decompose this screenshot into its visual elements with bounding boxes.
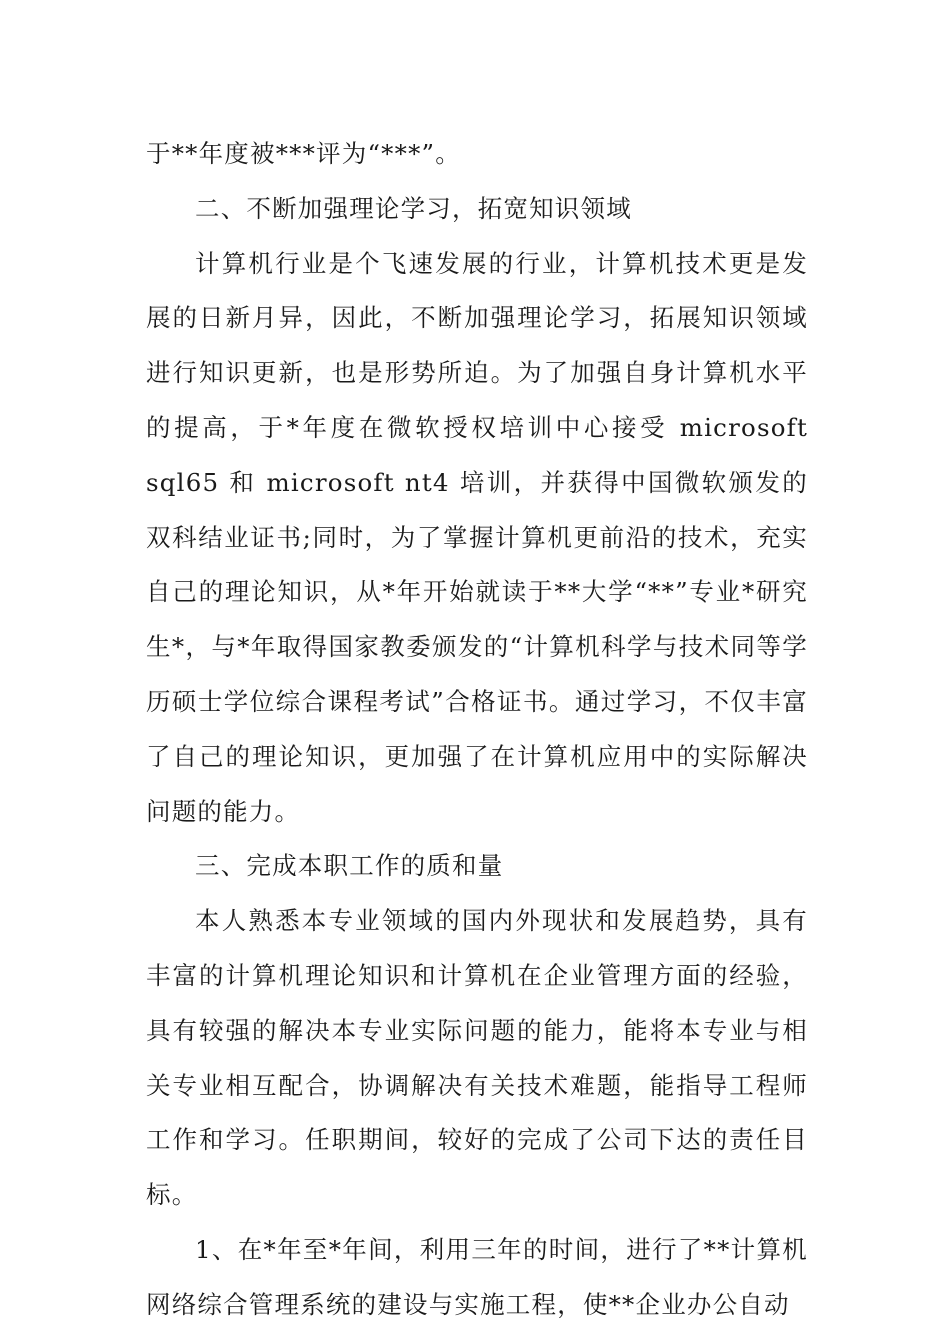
paragraph-continuation: 于**年度被***评为“***”。 (146, 139, 461, 168)
document-body (146, 127, 808, 1333)
paragraph-item-1: 1、在*年至*年间，利用三年的时间，进行了**计算机网络综合管理系统的建设与实施工程，使**企业办公自动 (146, 1234, 808, 1319)
section-heading-3: 三、完成本职工作的质和量 (195, 851, 504, 881)
paragraph-job-quality: 本人熟悉本专业领域的国内外现状和发展趋势，具有丰富的计算机理论知识和计算机在企业管理方面的经验，具有较强的解决本专业实际问题的能力，能将本专业与相关专业相互配合，协调解决有关技术难题，能指导工程师工作和学习。任职期间，较好的完成了公司下达的责任目标。 (146, 906, 808, 1210)
section-heading-2: 二、不断加强理论学习，拓宽知识领域 (195, 193, 632, 223)
paragraph-theory-study: 计算机行业是个飞速发展的行业，计算机技术更是发展的日新月异，因此，不断加强理论学习，拓展知识领域进行知识更新，也是形势所迫。为了加强自身计算机水平的提高，于*年度在微软授权培训中心接受 microsoft sql65 和 microsoft nt4 培训，并获得中国微软颁发的双科结业证书;同时，为了掌握计算机更前沿的技术，充实自己的理论知识，从*年开始就读于**大学“**”专业*研究生*，与*年取得国家教委颁发的“计算机科学与技术同等学历硕士学位综合课程考试”合格证书。通过学习，不仅丰富了自己的理论知识，更加强了在计算机应用中的实际解决问题的能力。 (146, 248, 808, 826)
